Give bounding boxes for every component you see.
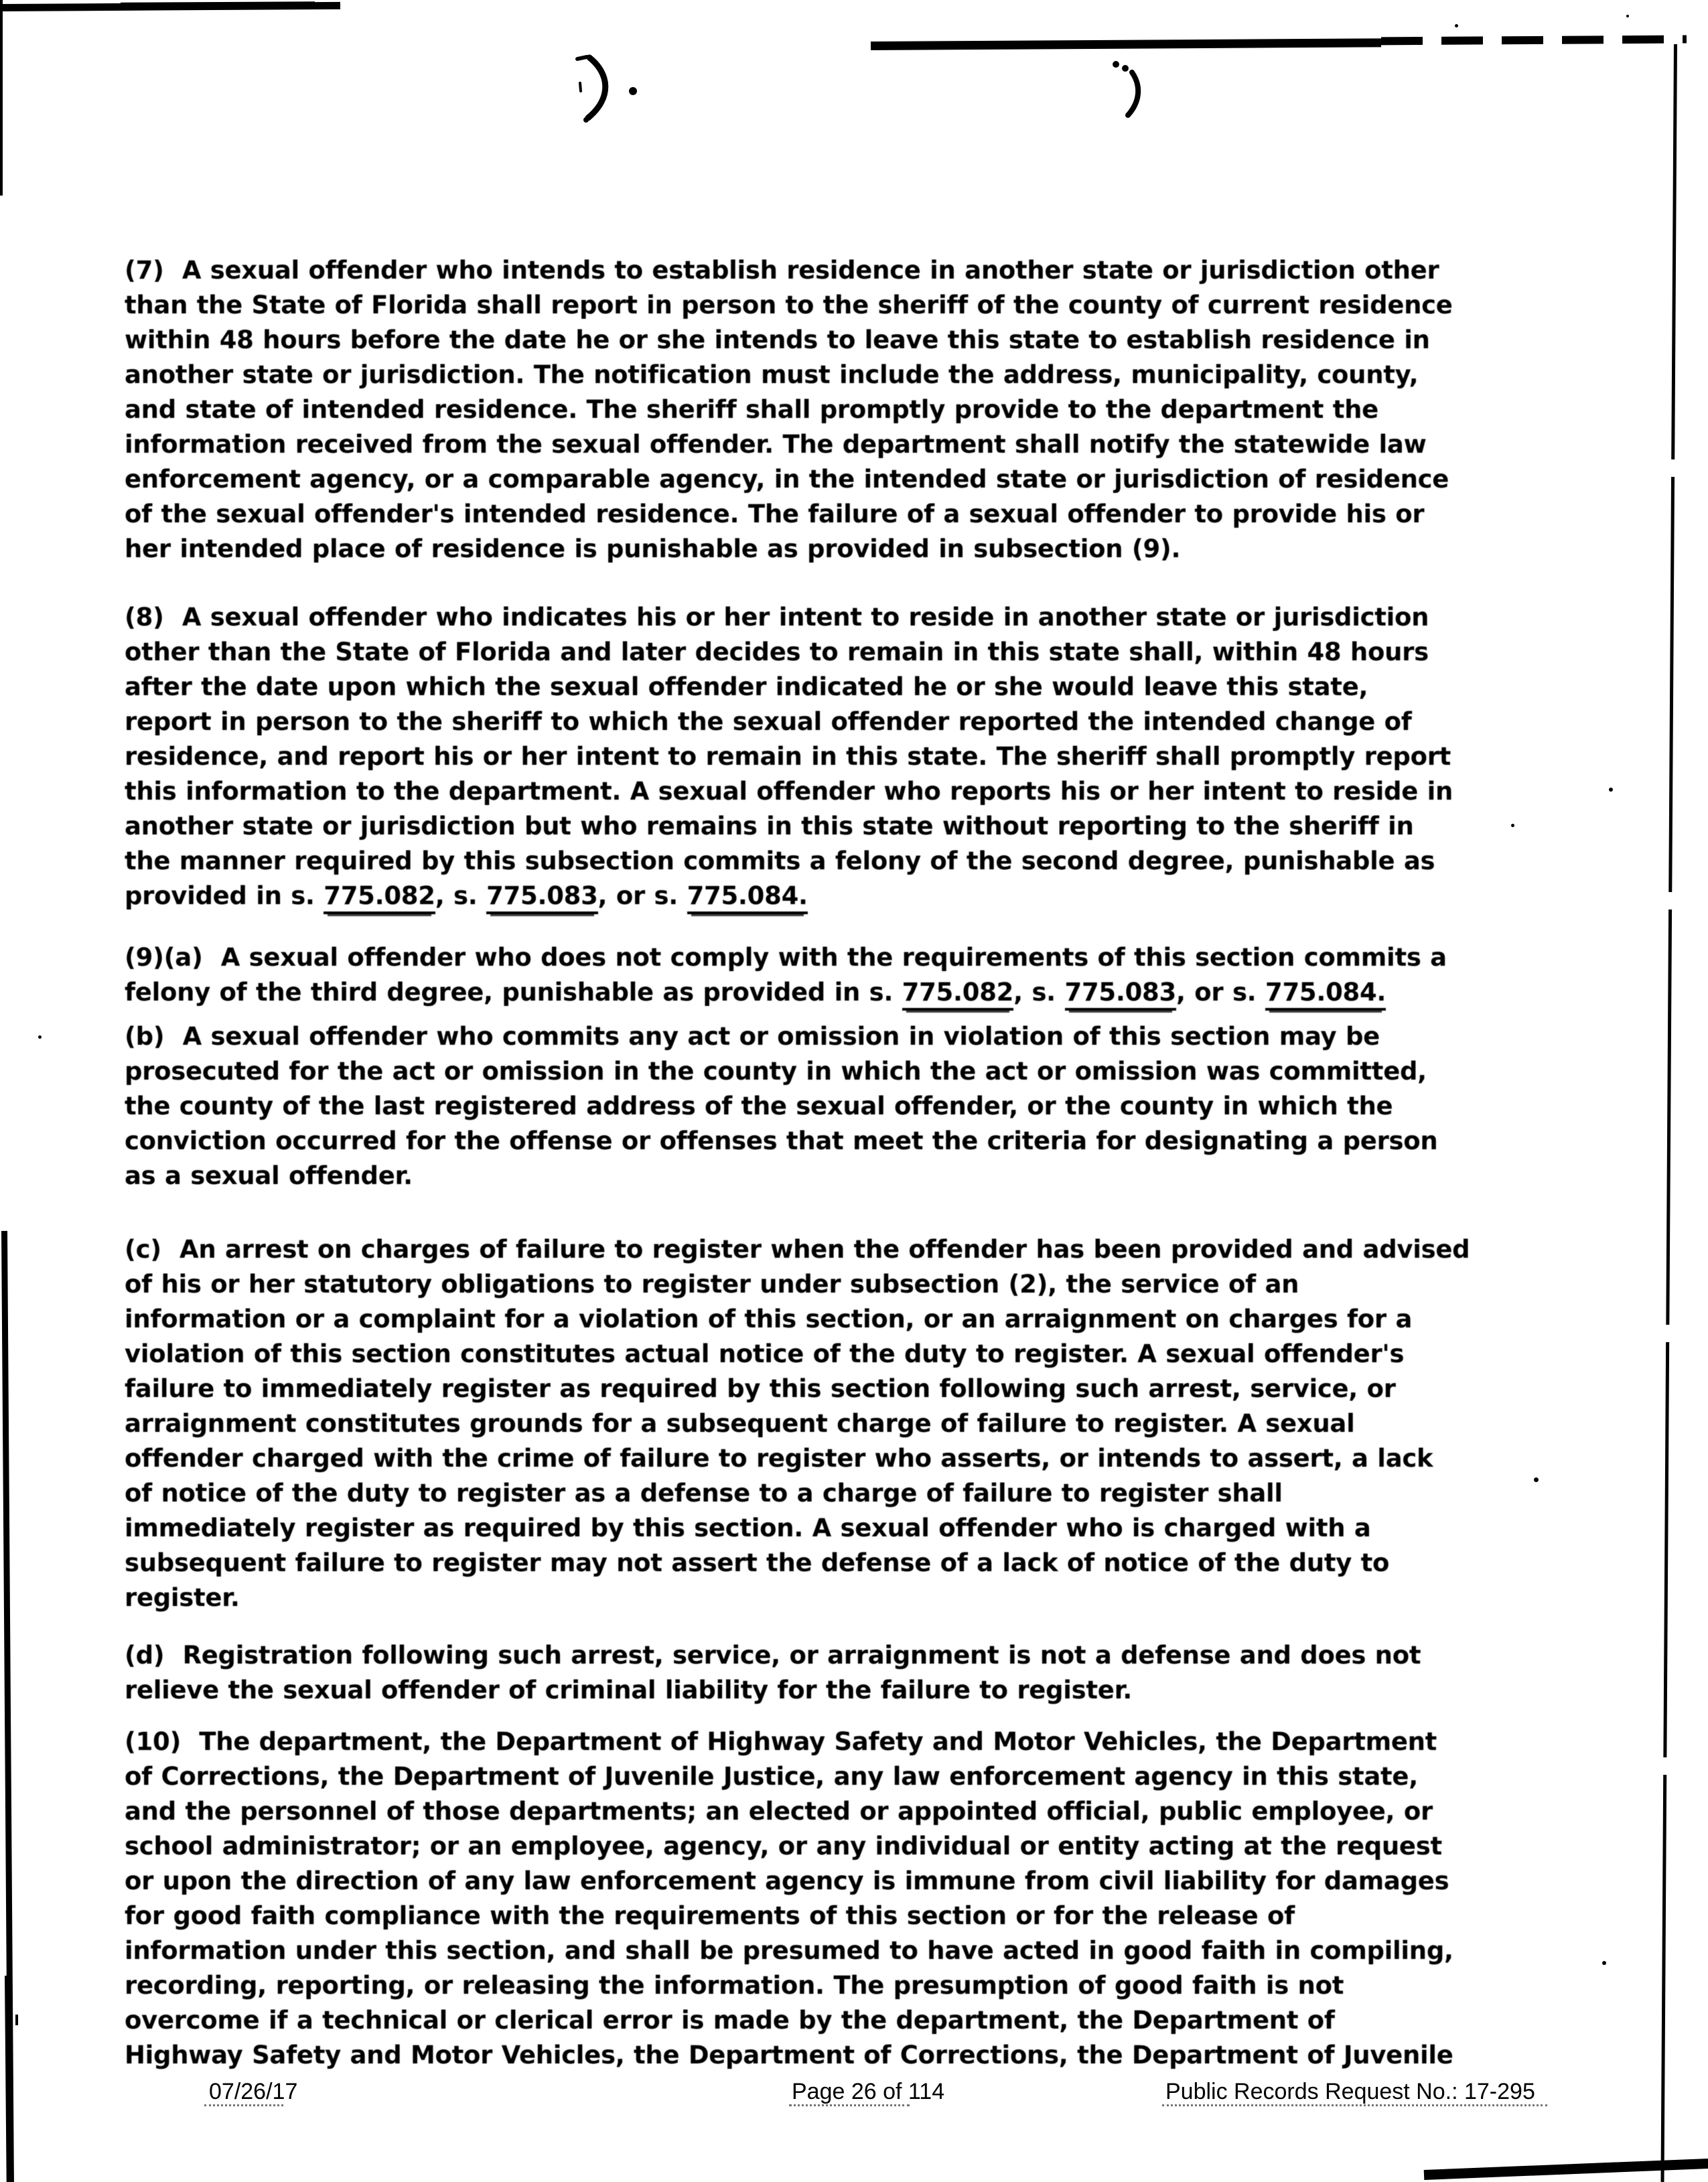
statute-paragraph-8 xyxy=(125,600,1453,914)
text-line: (7) A sexual offender who intends to establish residence in another state or jurisdiction other xyxy=(125,256,1439,285)
text-line: information received from the sexual offender. The department shall notify the statewide law xyxy=(125,430,1427,459)
text-line: (c) An arrest on charges of failure to register when the offender has been provided and advised xyxy=(125,1235,1470,1264)
text-line: residence, and report his or her intent to remain in this state. The sheriff shall promptly report xyxy=(125,742,1451,771)
text-line: of notice of the duty to register as a defense to a charge of failure to register shall xyxy=(125,1479,1283,1508)
toner-tick xyxy=(15,2015,18,2025)
text-line: (10) The department, the Department of Highway Safety and Motor Vehicles, the Department xyxy=(125,1727,1437,1756)
text-line: subsequent failure to register may not assert the defense of a lack of notice of the duty to xyxy=(125,1548,1390,1577)
pen-mark-paren-small-icon xyxy=(1109,58,1169,127)
text-line: or upon the direction of any law enforcement agency is immune from civil liability for damages xyxy=(125,1867,1449,1895)
text-line: of Corrections, the Department of Juvenile Justice, any law enforcement agency in this state, xyxy=(125,1762,1418,1791)
scan-artifact-line-dashes xyxy=(1381,35,1687,46)
text-line: information or a complaint for a violation of this section, or an arraignment on charges for a xyxy=(125,1305,1413,1333)
footer-underline-residue xyxy=(789,2104,910,2106)
text-line: relieve the sexual offender of criminal liability for the failure to register. xyxy=(125,1676,1133,1704)
text-line: (9)(a) A sexual offender who does not comply with the requirements of this section commits a xyxy=(125,943,1447,972)
footer-page-number: Page 26 of 114 xyxy=(792,2079,945,2104)
footer-underline-residue xyxy=(204,2104,283,2106)
toner-speck xyxy=(38,1035,42,1039)
text-line: report in person to the sheriff to which the sexual offender reported the intended change of xyxy=(125,707,1412,736)
text-line: as a sexual offender. xyxy=(125,1161,413,1190)
footer-underline-residue xyxy=(1162,2104,1547,2106)
scan-artifact-left-edge-line xyxy=(0,0,3,196)
text-line: the manner required by this subsection commits a felony of the second degree, punishable as xyxy=(125,847,1435,875)
text-line: another state or jurisdiction. The notification must include the address, municipality, county, xyxy=(125,360,1419,389)
toner-speck xyxy=(1626,15,1629,17)
toner-speck xyxy=(1609,788,1613,792)
statute-paragraph-9d xyxy=(125,1638,1421,1708)
footer-records-request-number: Public Records Request No.: 17-295 xyxy=(1165,2079,1535,2104)
statute-paragraph-7 xyxy=(125,253,1453,567)
text-line: conviction occurred for the offense or offenses that meet the criteria for designating a person xyxy=(125,1126,1438,1155)
text-line: overcome if a technical or clerical error is made by the department, the Department of xyxy=(125,2006,1335,2035)
text-line: school administrator; or an employee, agency, or any individual or entity acting at the request xyxy=(125,1832,1442,1861)
toner-speck xyxy=(1602,1961,1606,1965)
text-line: failure to immediately register as required by this section following such arrest, service, or xyxy=(125,1374,1396,1403)
text-line: within 48 hours before the date he or she intends to leave this state to establish residence in xyxy=(125,325,1430,354)
text-line: provided in s. 775.082, s. 775.083, or s. 775.084. xyxy=(125,879,1453,914)
text-line: immediately register as required by this section. A sexual offender who is charged with a xyxy=(125,1514,1371,1542)
text-line: this information to the department. A sexual offender who reports his or her intent to reside in xyxy=(125,777,1453,806)
text-line: her intended place of residence is punishable as provided in subsection (9). xyxy=(125,534,1181,563)
statute-paragraph-9a xyxy=(125,940,1447,1010)
text-line: of his or her statutory obligations to register under subsection (2), the service of an xyxy=(125,1270,1299,1299)
text-line: (8) A sexual offender who indicates his or her intent to reside in another state or jurisdiction xyxy=(125,603,1429,632)
toner-speck xyxy=(1511,824,1514,827)
text-line: (d) Registration following such arrest, service, or arraignment is not a defense and does not xyxy=(125,1641,1421,1670)
text-line: of the sexual offender's intended residence. The failure of a sexual offender to provide his or xyxy=(125,500,1425,528)
text-line: offender charged with the crime of failure to register who asserts, or intends to assert, a lack xyxy=(125,1444,1433,1473)
text-line: another state or jurisdiction but who remains in this state without reporting to the sheriff in xyxy=(125,812,1414,841)
text-line: Highway Safety and Motor Vehicles, the Department of Corrections, the Department of Juvenile xyxy=(125,2041,1453,2069)
text-line: arraignment constitutes grounds for a subsequent charge of failure to register. A sexual xyxy=(125,1409,1355,1438)
text-line: for good faith compliance with the requirements of this section or for the release of xyxy=(125,1901,1295,1930)
text-line: information under this section, and shall be presumed to have acted in good faith in compiling, xyxy=(125,1936,1453,1965)
text-line: prosecuted for the act or omission in the county in which the act or omission was committed, xyxy=(125,1057,1427,1086)
text-line: enforcement agency, or a comparable agency, in the intended state or jurisdiction of residence xyxy=(125,465,1449,494)
text-line: violation of this section constitutes actual notice of the duty to register. A sexual offender's xyxy=(125,1339,1405,1368)
toner-speck xyxy=(1455,24,1458,27)
statute-paragraph-10 xyxy=(125,1725,1453,2073)
text-line: (b) A sexual offender who commits any act or omission in violation of this section may be xyxy=(125,1022,1380,1051)
text-line: the county of the last registered address of the sexual offender, or the county in which the xyxy=(125,1092,1393,1120)
statute-paragraph-9b xyxy=(125,1019,1437,1193)
text-line: other than the State of Florida and later decides to remain in this state shall, within 48 hours xyxy=(125,638,1429,666)
text-line: register. xyxy=(125,1583,240,1612)
footer-date: 07/26/17 xyxy=(209,2079,298,2104)
text-line: recording, reporting, or releasing the information. The presumption of good faith is not xyxy=(125,1971,1344,2000)
pen-mark-paren-icon xyxy=(568,51,648,134)
toner-speck xyxy=(1534,1477,1539,1482)
text-line: and the personnel of those departments; an elected or appointed official, public employee, or xyxy=(125,1797,1433,1826)
text-line: than the State of Florida shall report in person to the sheriff of the county of current residence xyxy=(125,291,1453,319)
text-line: and state of intended residence. The sheriff shall promptly provide to the department the xyxy=(125,395,1378,424)
text-line: felony of the third degree, punishable as provided in s. 775.082, s. 775.083, or s. 775.084. xyxy=(125,975,1447,1010)
text-line: after the date upon which the sexual offender indicated he or she would leave this state, xyxy=(125,672,1368,701)
statute-paragraph-9c xyxy=(125,1232,1470,1615)
